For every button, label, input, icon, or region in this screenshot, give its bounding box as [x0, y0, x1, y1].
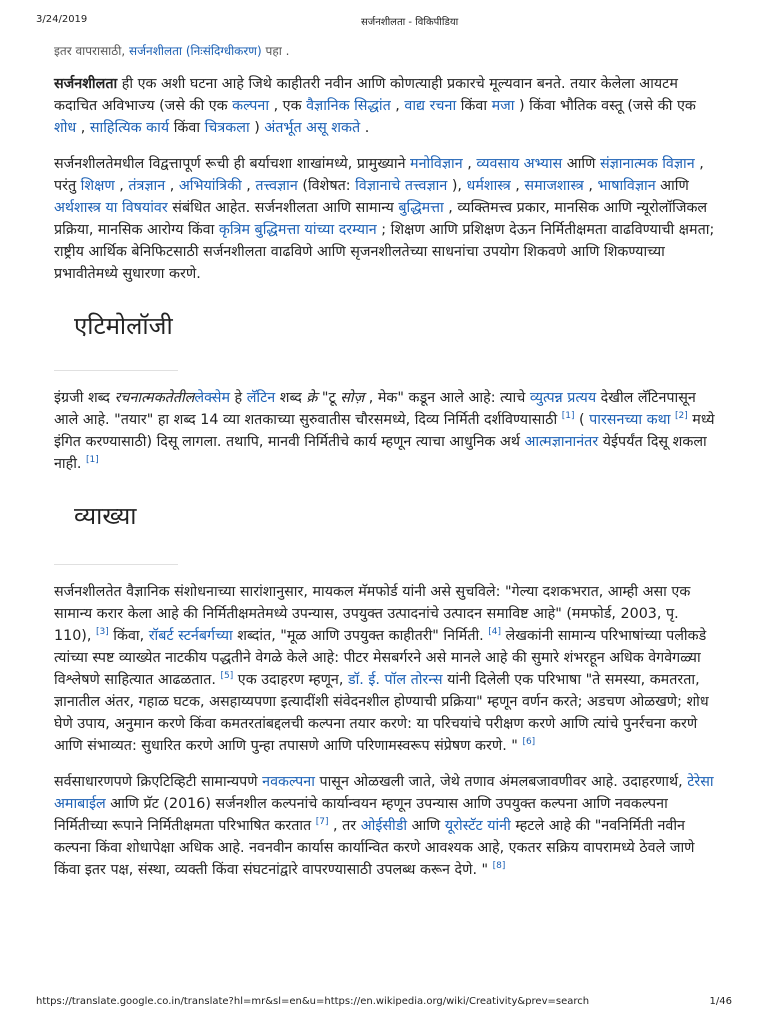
intro-paragraph: सर्जनशीलता ही एक अशी घटना आहे जिथे काहीतरी नवीन आणि कोणत्याही प्रकारचे मूल्यवान बनते. तयार केलेला आयटम कदाचित अविभाज्य (जसे की एक कल्पना , एक वैज्ञानिक सिद्धांत , वाद्य रचना किंवा मजा ) किंवा भौतिक वस्तू (जसे की एक शोध , साहित्यिक कार्य किंवा चित्रकला ) अंतर्भूत असू शकते .	[54, 76, 696, 136]
link-theology[interactable]: धर्मशास्त्र	[466, 178, 511, 194]
link-innovation[interactable]: नवकल्पना	[262, 774, 315, 790]
link-eurostat[interactable]: यूरोस्टॅट यांनी	[444, 818, 511, 834]
link-psychology[interactable]: मनोविज्ञान	[410, 156, 463, 172]
link-business-studies[interactable]: व्यवसाय अभ्यास	[476, 156, 563, 172]
link-teresa-amabile[interactable]: टेरेसा अमाबाईल	[54, 774, 714, 812]
ref-8[interactable]: [8]	[492, 861, 506, 872]
link-idea[interactable]: कल्पना	[232, 98, 270, 114]
link-sociology[interactable]: समाजशास्त्र	[524, 178, 584, 194]
link-economics[interactable]: अर्थशास्त्र या विषयांवर	[54, 200, 168, 216]
ref-5[interactable]: [5]	[220, 671, 234, 682]
link-education[interactable]: शिक्षण	[80, 178, 115, 194]
hatnote: इतर वापरासाठी, सर्जनशीलता (निःसंदिग्धीकरण) पहा .	[54, 44, 290, 58]
ref-1b[interactable]: [1]	[86, 455, 99, 466]
link-invention[interactable]: शोध	[54, 120, 77, 136]
link-engineering[interactable]: अभियांत्रिकी	[178, 178, 242, 194]
link-literary-work[interactable]: साहित्यिक कार्य	[89, 120, 170, 136]
link-lexeme[interactable]: लेक्सेम	[194, 390, 230, 406]
link-joke[interactable]: मजा	[491, 98, 515, 114]
link-linguistics[interactable]: भाषाविज्ञान	[597, 178, 656, 194]
ref-3[interactable]: [3]	[95, 627, 109, 638]
link-scientific-theory[interactable]: वैज्ञानिक सिद्धांत	[306, 98, 391, 114]
link-parsons-tale[interactable]: पारसनच्या कथा	[589, 412, 671, 428]
page-number: 1/46	[709, 996, 732, 1007]
etymology-paragraph: इंग्रजी शब्द रचनात्मकतेतीललेक्सेम हे लॅटिन शब्द क्रे "टू सोज़ , मेक" कडून आले आहे: त्याचे व्युत्पन्न प्रत्यय देखील लॅटिनपासून आले आहे. "तयार" हा शब्द 14 व्या शतकाच्या सुरुवातीस चौरसमध्ये, दिव्य निर्मिती दर्शविण्यासाठी [1] ( पारसनच्या कथा [2] मध्ये इंगित करण्यासाठी) दिसू लागला. तथापि, मानवी निर्मितीचे कार्य म्हणून त्याचा आधुनिक अर्थ आत्मज्ञानानंतर येईपर्यंत दिसू शकला नाही. [1]	[54, 390, 715, 472]
ref-2[interactable]: [2]	[674, 411, 688, 422]
heading-definition: व्याख्या	[74, 502, 137, 530]
print-url: https://translate.google.co.in/translate?hl=mr&sl=en&u=https://en.wikipedia.org/wiki/Creativity&prev=search	[36, 996, 590, 1007]
section-divider	[54, 370, 178, 371]
link-philosophy[interactable]: तत्त्वज्ञान	[255, 178, 298, 194]
link-enlightenment[interactable]: आत्मज्ञानानंतर	[524, 434, 599, 450]
ref-6[interactable]: [6]	[522, 737, 536, 748]
link-painting[interactable]: चित्रकला	[204, 120, 250, 136]
link-artificial-intelligence[interactable]: कृत्रिम बुद्धिमत्ता यांच्या दरम्यान	[218, 222, 377, 238]
definition-paragraph: सर्जनशीलतेत वैज्ञानिक संशोधनाच्या सारांशानुसार, मायकल मॅमफोर्ड यांनी असे सुचविले: "गेल्या दशकभरात, आम्ही असा एक सामान्य करार केला आहे की निर्मितीक्षमतेमध्ये उपन्यास, उपयुक्त उत्पादनांचे उत्पादन समाविष्ट आहे" (ममफोर्ड, 2003, पृ. 110), [3] किंवा, रॉबर्ट स्टर्नबर्गच्या शब्दांत, "मूळ आणि उपयुक्त काहीतरी" निर्मिती. [4] लेखकांनी सामान्य परिभाषांच्या पलीकडे त्यांच्या स्पष्ट व्याख्येत नाटकीय पद्धतीने वेगळे केले आहे: पीटर मेसबर्गरने असे मानले आहे की सुमारे शंभरहून अधिक वेगवेगळ्या विश्लेषणे साहित्यात आढळतात. [5] एक उदाहरण म्हणून, डॉ. ई. पॉल तोरन्स यांनी दिलेली एक परिभाषा "ते समस्या, कमतरता, ज्ञानातील अंतर, गहाळ घटक, असहाय्यपणा इत्यादींशी संवेदनशील होण्याची प्रक्रिया" म्हणून वर्णन करते; अडचण ओळखणे; शोध घेणे उपाय, अनुमान करणे किंवा कमतरतांबद्दलची कल्पना तयार करणे: या परिचयांचे परीक्षण करणे आणि त्यांचे पुनर्रचना करणे आणि संभाव्यत: सुधारित करणे आणि पुन्हा तपासणे आणि परिणामस्वरूप संप्रेषण करणे. " [6]	[54, 584, 709, 754]
link-musical-composition[interactable]: वाद्य रचना	[404, 98, 457, 114]
heading-etymology: एटिमोलॉजी	[74, 312, 173, 340]
print-footer	[36, 996, 732, 1007]
scholarly-interest-paragraph: सर्जनशीलतेमधील विद्वत्तापूर्ण रूची ही बर्याचशा शाखांमध्ये, प्रामुख्याने मनोविज्ञान , व्यवसाय अभ्यास आणि संज्ञानात्मक विज्ञान , परंतु शिक्षण , तंत्रज्ञान , अभियांत्रिकी , तत्त्वज्ञान (विशेषत: विज्ञानाचे तत्त्वज्ञान ), धर्मशास्त्र , समाजशास्त्र , भाषाविज्ञान आणि अर्थशास्त्र या विषयांवर संबंधित आहेत. सर्जनशीलता आणि सामान्य बुद्धिमत्ता , व्यक्तिमत्त्व प्रकार, मानसिक आणि न्यूरोलॉजिकल प्रक्रिया, मानसिक आरोग्य किंवा कृत्रिम बुद्धिमत्ता यांच्या दरम्यान ; शिक्षण आणि प्रशिक्षण देऊन निर्मितीक्षमता वाढविण्याची क्षमता; राष्ट्रीय आर्थिक बेनिफिटसाठी सर्जनशीलता वाढविणे आणि सृजनशीलतेच्या साधनांचा उपयोग शिकवणे आणि शिकण्याच्या प्रभावीतेमध्ये सुधारणा करणे.	[54, 156, 715, 282]
link-derivational-suffix[interactable]: व्युत्पन्न प्रत्यय	[529, 390, 597, 406]
disambiguation-link[interactable]: सर्जनशीलता (निःसंदिग्धीकरण)	[129, 44, 262, 58]
article-content	[54, 42, 716, 895]
link-philosophy-of-science[interactable]: विज्ञानाचे तत्त्वज्ञान	[355, 178, 448, 194]
link-intelligence[interactable]: बुद्धिमत्ता	[398, 200, 444, 216]
link-oecd[interactable]: ओईसीडी	[360, 818, 408, 834]
link-technology[interactable]: तंत्रज्ञान	[128, 178, 166, 194]
print-header	[36, 14, 732, 28]
innovation-paragraph: सर्वसाधारणपणे क्रिएटिव्हिटी सामान्यपणे नवकल्पना पासून ओळखली जाते, जेथे तणाव अंमलबजावणीवर आहे. उदाहरणार्थ, टेरेसा अमाबाईल आणि प्रॅट (2016) सर्जनशील कल्पनांचे कार्यान्वयन म्हणून उपन्यास आणि उपयुक्त कल्पना आणि नवकल्पना निर्मितीच्या रूपाने निर्मितीक्षमता परिभाषित करतात [7] , तर ओईसीडी आणि यूरोस्टॅट यांनी म्हटले आहे की "नवनिर्मिती नवीन कल्पना किंवा शोधापेक्षा अधिक आहे. नवनवीन कार्यास कार्यान्वित करणे आवश्यक आहे, एकतर सक्रिय वापरामध्ये ठेवले जाणे किंवा इतर पक्ष, संस्था, व्यक्ती किंवा संघटनांद्वारे वापरण्यासाठी उपलब्ध करून देणे. " [8]	[54, 774, 714, 878]
link-latin[interactable]: लॅटिन	[246, 390, 276, 406]
ref-1[interactable]: [1]	[561, 411, 575, 422]
ref-4[interactable]: [4]	[488, 627, 502, 638]
link-embodied[interactable]: अंतर्भूत असू शकते	[264, 120, 361, 136]
link-paul-torrance[interactable]: डॉ. ई. पॉल तोरन्स	[347, 672, 443, 688]
link-cognitive-science[interactable]: संज्ञानात्मक विज्ञान	[599, 156, 695, 172]
article-subject: सर्जनशीलता	[54, 76, 118, 92]
section-divider	[54, 564, 178, 565]
ref-7[interactable]: [7]	[315, 817, 329, 828]
print-date: 3/24/2019	[36, 14, 88, 25]
link-robert-sternberg[interactable]: रॉबर्ट स्टर्नबर्गच्या	[148, 628, 233, 644]
print-title: सर्जनशीलता - विकिपीडिया	[361, 17, 459, 28]
